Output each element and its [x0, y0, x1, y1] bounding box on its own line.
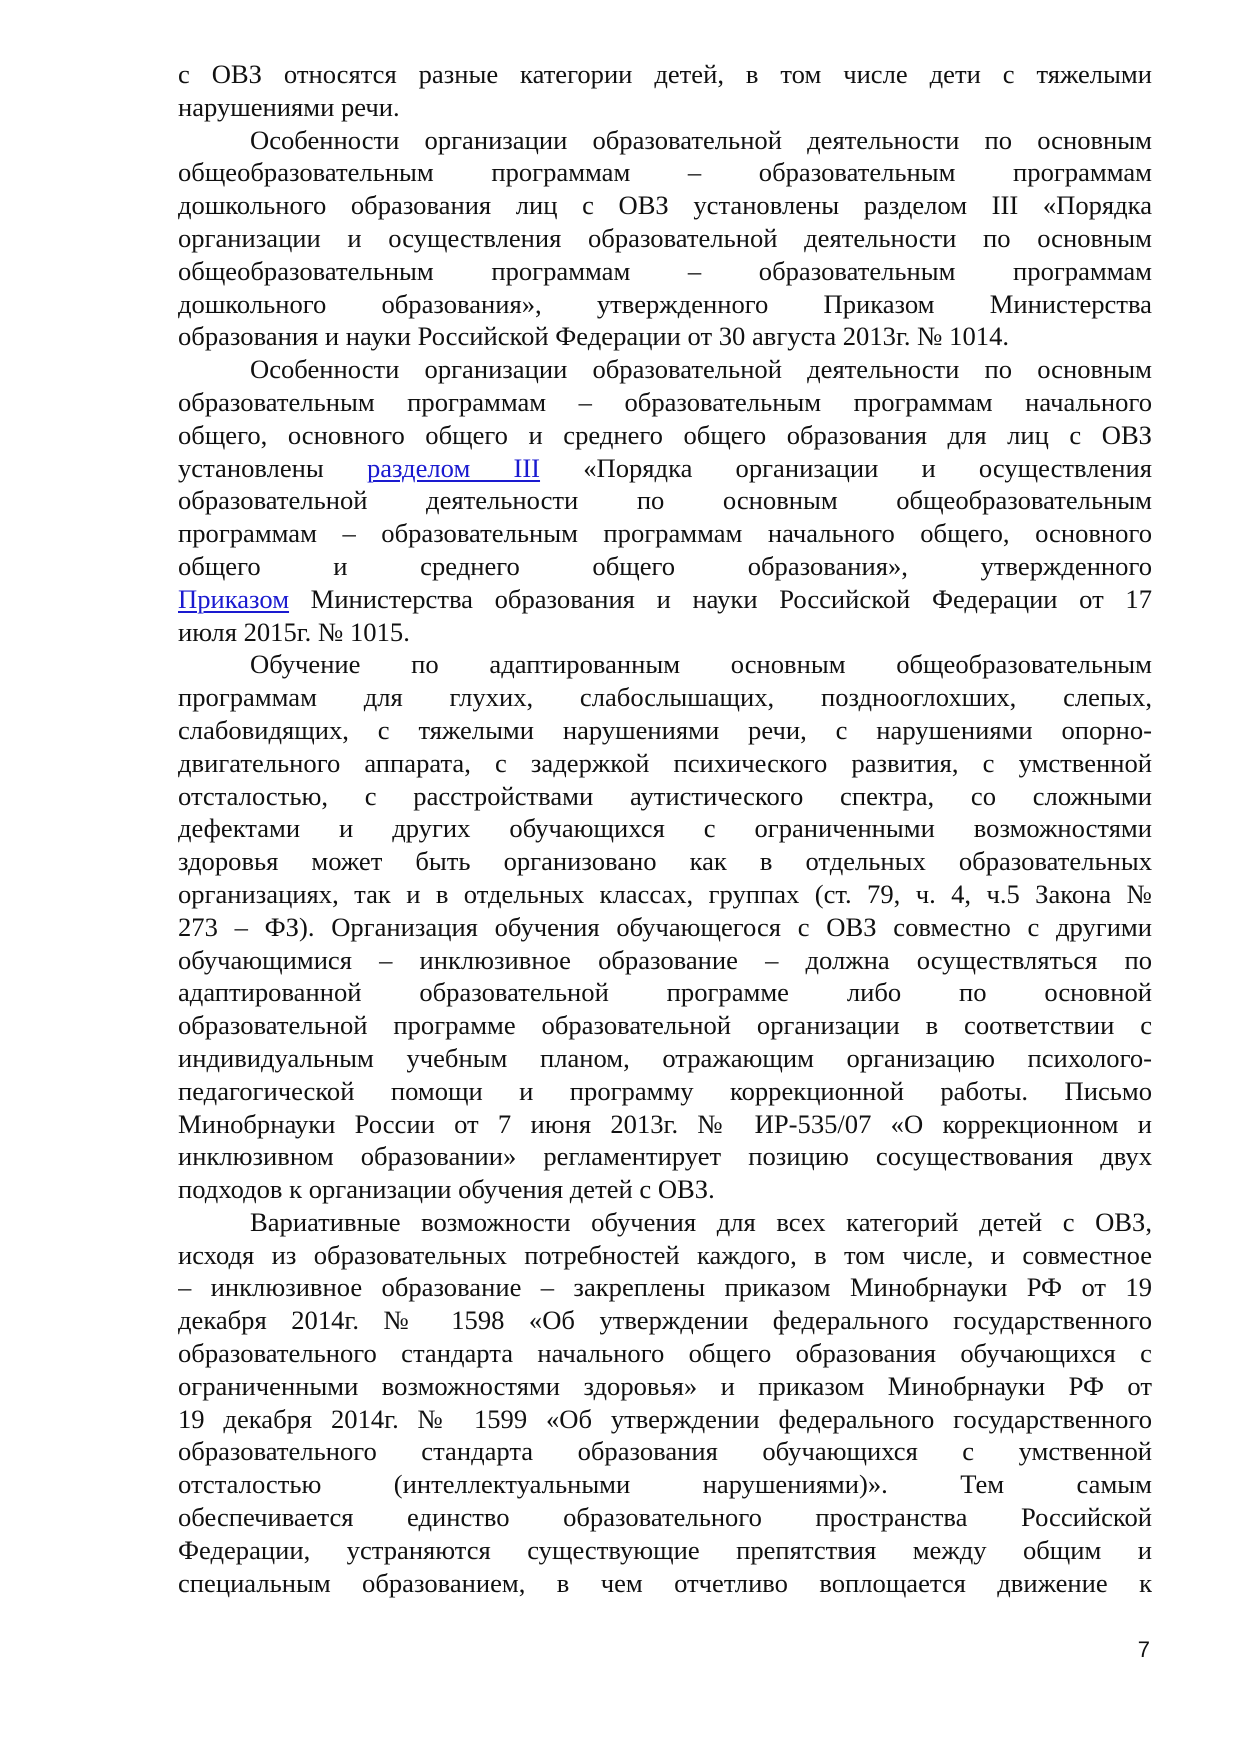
text-segment: «Порядка организации и осуществления — [540, 452, 1152, 483]
text-line: исходя из образовательных потребностей каждого, в том числе, и совместное — [178, 1239, 1152, 1270]
text-line: 19 декабря 2014г. № 1599 «Об утверждении федерального государственного — [178, 1403, 1152, 1434]
text-line: с ОВЗ относятся разные категории детей, в том числе дети с тяжелыми — [178, 59, 1152, 89]
page-number: 7 — [1137, 1637, 1150, 1662]
text-line: нарушениями речи. — [178, 91, 400, 122]
text-line: общеобразовательным программам – образовательным программам — [178, 255, 1152, 286]
text-line: Обучение по адаптированным основным общеобразовательным — [250, 649, 1152, 680]
text-line: организации и осуществления образовательной деятельности по основным — [178, 222, 1152, 253]
text-line: общего и среднего общего образования», утвержденного — [178, 550, 1152, 581]
text-line: Минобрнауки России от 7 июня 2013г. № ИР-535/07 «О коррекционном и — [178, 1108, 1152, 1139]
text-line: образовательного стандарта начального общего образования обучающихся с — [178, 1338, 1152, 1369]
text-line: обучающимися – инклюзивное образование – должна осуществляться по — [178, 944, 1152, 975]
text-line: дошкольного образования лиц с ОВЗ установлены разделом III «Порядка — [178, 190, 1152, 221]
body-text — [178, 58, 1152, 1599]
text-line: отсталостью, с расстройствами аутистического спектра, со сложными — [178, 780, 1152, 811]
text-line: специальным образованием, в чем отчетливо воплощается движение к — [178, 1567, 1152, 1598]
text-line: обеспечивается единство образовательного пространства Российской — [178, 1502, 1152, 1533]
text-segment: установлены — [178, 452, 367, 483]
text-line: программам – образовательным программам начального общего, основного — [178, 518, 1152, 549]
text-line: общеобразовательным программам – образовательным программам — [178, 157, 1152, 188]
text-line: июля 2015г. № 1015. — [178, 616, 410, 647]
text-segment: Министерства образования и науки Российской Федерации от 17 — [289, 583, 1152, 614]
text-line: здоровья может быть организовано как в отдельных образовательных — [178, 846, 1152, 877]
text-line: Вариативные возможности обучения для всех категорий детей с ОВЗ, — [250, 1206, 1152, 1237]
paragraph-p5 — [178, 1206, 1152, 1600]
text-line: педагогической помощи и программу коррекционной работы. Письмо — [178, 1075, 1152, 1106]
text-line: декабря 2014г. № 1598 «Об утверждении федерального государственного — [178, 1305, 1152, 1336]
text-line: дошкольного образования», утвержденного Приказом Министерства — [178, 288, 1152, 319]
text-line: подходов к организации обучения детей с ОВЗ. — [178, 1174, 715, 1205]
text-line: образования и науки Российской Федерации от 30 августа 2013г. № 1014. — [178, 321, 1010, 352]
text-line: общего, основного общего и среднего общего образования для лиц с ОВЗ — [178, 419, 1152, 450]
text-line: Федерации, устраняются существующие препятствия между общим и — [178, 1534, 1152, 1565]
text-line — [178, 583, 1152, 616]
text-line: ограниченными возможностями здоровья» и приказом Минобрнауки РФ от — [178, 1370, 1152, 1401]
text-line: образовательной деятельности по основным общеобразовательным — [178, 485, 1152, 516]
text-line: программам для глухих, слабослышащих, позднооглохших, слепых, — [178, 682, 1152, 713]
text-line: Особенности организации образовательной деятельности по основным — [250, 354, 1152, 385]
text-line — [178, 452, 1152, 485]
text-line: слабовидящих, с тяжелыми нарушениями речи, с нарушениями опорно- — [178, 714, 1152, 745]
text-line: адаптированной образовательной программе либо по основной — [178, 977, 1152, 1008]
text-line: индивидуальным учебным планом, отражающим организацию психолого- — [178, 1042, 1152, 1073]
paragraph-p2 — [178, 124, 1152, 354]
text-line: дефектами и других обучающихся с ограниченными возможностями — [178, 813, 1152, 844]
paragraph-p1 — [178, 58, 1152, 124]
document-link[interactable]: разделом III — [366, 452, 541, 483]
text-line: инклюзивном образовании» регламентирует позицию сосуществования двух — [178, 1141, 1152, 1172]
paragraph-p4 — [178, 648, 1152, 1206]
text-line: Особенности организации образовательной деятельности по основным — [250, 124, 1152, 155]
text-line: образовательным программам – образовательным программам начального — [178, 386, 1152, 417]
text-line: организациях, так и в отдельных классах, группах (ст. 79, ч. 4, ч.5 Закона № — [178, 878, 1152, 909]
text-line: образовательной программе образовательной организации в соответствии с — [178, 1010, 1152, 1041]
document-link[interactable]: Приказом — [178, 583, 290, 614]
text-line: 273 – ФЗ). Организация обучения обучающегося с ОВЗ совместно с другими — [178, 911, 1152, 942]
text-line: образовательного стандарта образования обучающихся с умственной — [178, 1436, 1152, 1467]
paragraph-p3 — [178, 353, 1152, 648]
text-line: отсталостью (интеллектуальными нарушениями)». Тем самым — [178, 1469, 1152, 1500]
text-line: двигательного аппарата, с задержкой психического развития, с умственной — [178, 747, 1152, 778]
text-line: – инклюзивное образование – закреплены приказом Минобрнауки РФ от 19 — [178, 1272, 1152, 1303]
